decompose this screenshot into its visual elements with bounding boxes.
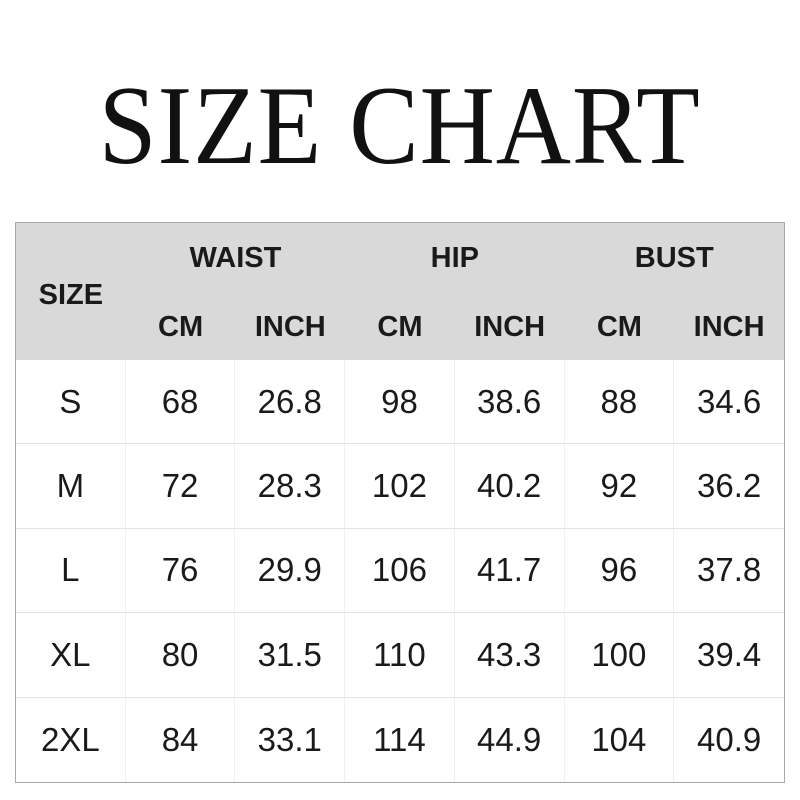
value-cell: 39.4 <box>674 613 784 697</box>
value-cell: 40.9 <box>674 698 784 782</box>
size-column-header: SIZE <box>16 223 126 360</box>
value-cell: 28.3 <box>235 444 345 528</box>
size-cell: L <box>16 529 126 613</box>
table-row-xl <box>16 613 784 697</box>
value-cell: 102 <box>345 444 455 528</box>
value-cell: 68 <box>126 360 236 444</box>
value-cell: 36.2 <box>674 444 784 528</box>
subheader-waist-inch: INCH <box>235 294 345 360</box>
table-row-m <box>16 444 784 528</box>
value-cell: 92 <box>565 444 675 528</box>
size-cell: S <box>16 360 126 444</box>
group-header-hip: HIP <box>345 223 564 294</box>
size-chart-container <box>15 222 785 783</box>
value-cell: 33.1 <box>235 698 345 782</box>
value-cell: 96 <box>565 529 675 613</box>
table-row-2xl <box>16 698 784 782</box>
value-cell: 104 <box>565 698 675 782</box>
size-cell: M <box>16 444 126 528</box>
value-cell: 84 <box>126 698 236 782</box>
table-row-l <box>16 529 784 613</box>
size-cell: XL <box>16 613 126 697</box>
value-cell: 88 <box>565 360 675 444</box>
value-cell: 110 <box>345 613 455 697</box>
value-cell: 40.2 <box>455 444 565 528</box>
value-cell: 114 <box>345 698 455 782</box>
table-header <box>16 223 784 360</box>
value-cell: 38.6 <box>455 360 565 444</box>
table-row-s <box>16 360 784 444</box>
subheader-hip-cm: CM <box>345 294 455 360</box>
value-cell: 100 <box>565 613 675 697</box>
value-cell: 34.6 <box>674 360 784 444</box>
sub-header-row <box>16 294 784 360</box>
value-cell: 29.9 <box>235 529 345 613</box>
group-header-row <box>16 223 784 294</box>
value-cell: 37.8 <box>674 529 784 613</box>
page-title: SIZE CHART <box>99 63 701 188</box>
group-header-waist: WAIST <box>126 223 345 294</box>
subheader-hip-inch: INCH <box>455 294 565 360</box>
value-cell: 44.9 <box>455 698 565 782</box>
group-header-bust: BUST <box>565 223 784 294</box>
value-cell: 98 <box>345 360 455 444</box>
table-body <box>16 360 784 782</box>
value-cell: 80 <box>126 613 236 697</box>
value-cell: 76 <box>126 529 236 613</box>
value-cell: 106 <box>345 529 455 613</box>
subheader-bust-inch: INCH <box>674 294 784 360</box>
value-cell: 26.8 <box>235 360 345 444</box>
size-chart-table <box>15 222 785 783</box>
title-area <box>0 63 800 188</box>
subheader-waist-cm: CM <box>126 294 236 360</box>
subheader-bust-cm: CM <box>565 294 675 360</box>
value-cell: 43.3 <box>455 613 565 697</box>
value-cell: 41.7 <box>455 529 565 613</box>
size-cell: 2XL <box>16 698 126 782</box>
value-cell: 72 <box>126 444 236 528</box>
value-cell: 31.5 <box>235 613 345 697</box>
